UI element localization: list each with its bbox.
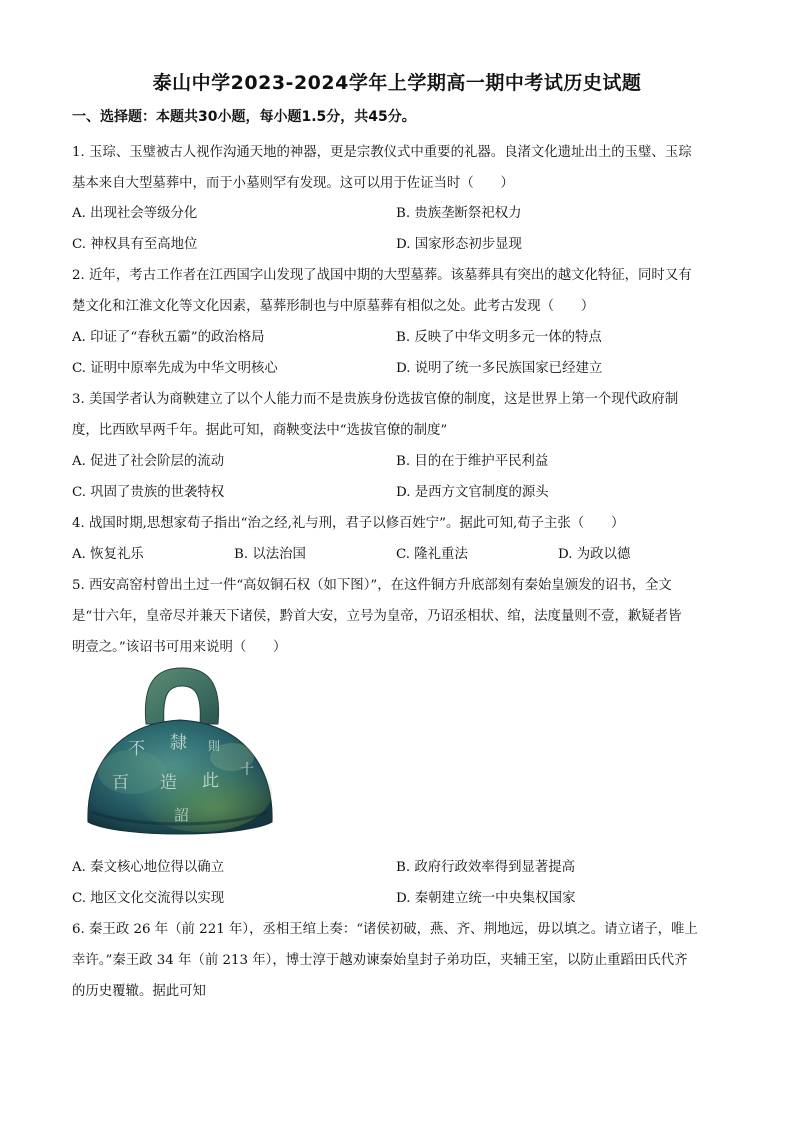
figure-char-7: 十 [240, 762, 254, 778]
q2-stem-line-1: 2. 近年，考古工作者在江西国字山发现了战国中期的大型墓葬。该墓葬具有突出的越文化特征，同时又有 [72, 268, 692, 283]
q2-option-a[interactable]: A. 印证了“春秋五霸”的政治格局 [72, 330, 265, 345]
q6-stem-line-3: 的历史覆辙。据此可知 [72, 984, 206, 999]
figure-char-5: 造 [160, 773, 177, 793]
q3-option-b[interactable]: B. 目的在于维护平民利益 [396, 454, 549, 469]
q5-option-c[interactable]: C. 地区文化交流得以实现 [72, 891, 225, 906]
q4-option-a[interactable]: A. 恢复礼乐 [72, 547, 144, 562]
q5-stem-line-1: 5. 西安高窑村曾出土过一件“高奴铜石权（如下图）”，在这件铜方升底部刻有秦始皇颁发的诏书，全文 [72, 578, 672, 593]
q1-option-d[interactable]: D. 国家形态初步显现 [396, 237, 522, 252]
q2-option-c[interactable]: C. 证明中原率先成为中华文明核心 [72, 361, 278, 376]
figure-char-1: 不 [128, 739, 145, 759]
q5-option-a[interactable]: A. 秦文核心地位得以确立 [72, 860, 225, 875]
q5-option-b[interactable]: B. 政府行政效率得到显著提高 [396, 860, 576, 875]
figure-char-6: 此 [202, 771, 219, 791]
bronze-weight-figure [82, 662, 278, 842]
q2-option-d[interactable]: D. 说明了统一多民族国家已经建立 [396, 361, 603, 376]
q4-option-c[interactable]: C. 隆礼重法 [396, 547, 468, 562]
q1-option-b[interactable]: B. 贵族垄断祭祀权力 [396, 206, 522, 221]
figure-char-3: 則 [208, 739, 221, 753]
q6-stem-line-1: 6. 秦王政 26 年（前 221 年），丞相王绾上奏：“诸侯初破，燕、齐、荆地远，毋以填之。请立诸子，唯上 [72, 922, 698, 937]
q5-stem-line-3: 明壹之。”该诏书可用来说明（ ） [72, 640, 287, 655]
figure-char-4: 百 [112, 773, 129, 793]
q3-option-c[interactable]: C. 巩固了贵族的世袭特权 [72, 485, 225, 500]
q1-option-a[interactable]: A. 出现社会等级分化 [72, 206, 198, 221]
q4-stem-line-1: 4. 战国时期,思想家荀子指出“治之经,礼与刑，君子以修百姓宁”。据此可知,荀子主张（ ） [72, 516, 625, 531]
figure-char-8: 詔 [174, 806, 190, 824]
q5-option-d[interactable]: D. 秦朝建立统一中央集权国家 [396, 891, 576, 906]
q1-stem-line-1: 1. 玉琮、玉璧被古人视作沟通天地的神器，更是宗教仪式中重要的礼器。良渚文化遗址出土的玉璧、玉琮 [72, 145, 692, 160]
q2-option-b[interactable]: B. 反映了中华文明多元一体的特点 [396, 330, 602, 345]
page-title: 泰山中学2023-2024学年上学期高一期中考试历史试题 [152, 72, 642, 94]
q6-stem-line-2: 幸许。”秦王政 34 年（前 213 年），博士淳于越劝谏秦始皇封子弟功臣，夹辅王室，以防止重蹈田氏代齐 [72, 953, 688, 968]
q1-option-c[interactable]: C. 神权具有至高地位 [72, 237, 198, 252]
q3-stem-line-2: 度，比西欧早两千年。据此可知，商鞅变法中“选拔官僚的制度” [72, 423, 448, 438]
q1-stem-line-2: 基本来自大型墓葬中，而于小墓则罕有发现。这可以用于佐证当时（ ） [72, 176, 514, 191]
q3-option-d[interactable]: D. 是西方文官制度的源头 [396, 485, 549, 500]
q3-stem-line-1: 3. 美国学者认为商鞅建立了以个人能力而不是贵族身份选拔官僚的制度，这是世界上第一个现代政府制 [72, 392, 679, 407]
q4-option-b[interactable]: B. 以法治国 [234, 547, 306, 562]
q5-stem-line-2: 是“廿六年，皇帝尽并兼天下诸侯，黔首大安，立号为皇帝，乃诏丞相状、绾，法度量则不壹，歉疑者皆 [72, 609, 682, 624]
figure-char-2: 隸 [170, 733, 187, 753]
q3-option-a[interactable]: A. 促进了社会阶层的流动 [72, 454, 225, 469]
q2-stem-line-2: 楚文化和江淮文化等文化因素，墓葬形制也与中原墓葬有相似之处。此考古发现（ ） [72, 299, 595, 314]
section-heading: 一、选择题：本题共30小题，每小题1.5分，共45分。 [72, 109, 416, 125]
q4-option-d[interactable]: D. 为政以德 [558, 547, 631, 562]
